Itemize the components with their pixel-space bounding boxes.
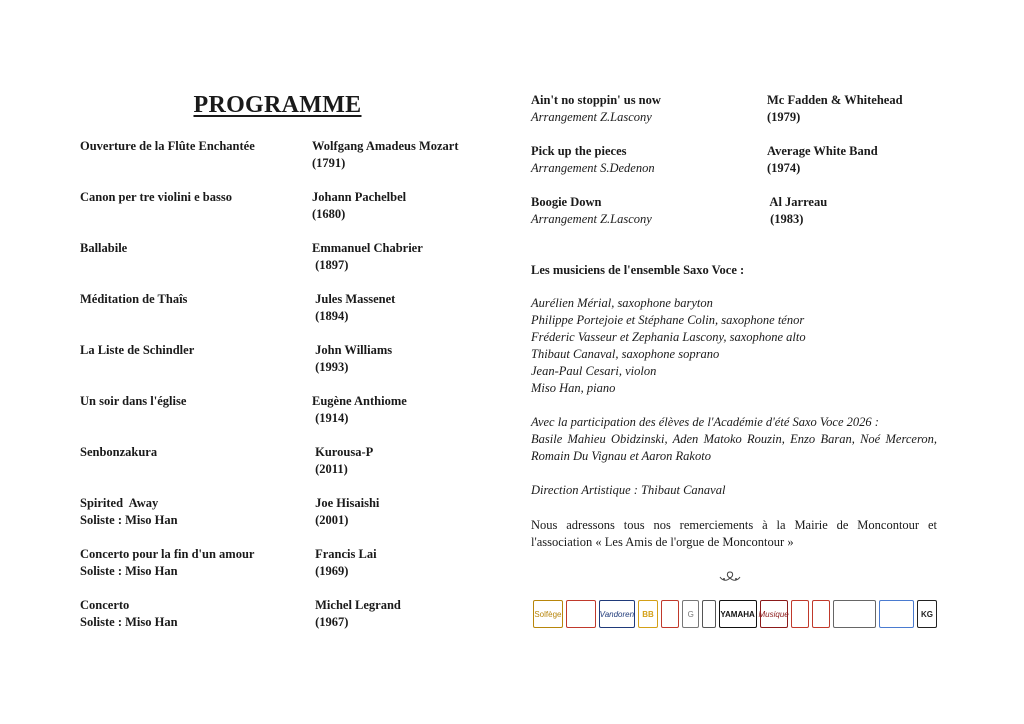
musicians-heading: Les musiciens de l'ensemble Saxo Voce : [531, 263, 745, 277]
sponsor-logo: Solfège [533, 600, 563, 628]
sponsor-logo: BB [638, 600, 658, 628]
sponsor-logo [661, 600, 679, 628]
composer: Al Jarreau (1983) [767, 195, 828, 226]
piece-title: Pick up the pieces Arrangement S.Dedenon [531, 144, 655, 175]
musician-line: Aurélien Mérial, saxophone baryton [531, 296, 713, 310]
sponsor-logo [812, 600, 830, 628]
piece-title: Canon per tre violini e basso [80, 190, 232, 204]
composer: Emmanuel Chabrier (1897) [312, 241, 423, 272]
thanks-paragraph [531, 517, 937, 551]
floral-ornament-icon [718, 570, 742, 584]
piece-title: Concerto pour la fin d'un amour Soliste : Miso Han [80, 547, 255, 578]
composer: Wolfgang Amadeus Mozart (1791) [312, 139, 459, 170]
composer: Michel Legrand (1967) [312, 598, 401, 629]
academy-paragraph [531, 414, 937, 465]
piece-title: Un soir dans l'église [80, 394, 187, 408]
sponsor-logo: Vandoren [599, 600, 635, 628]
sponsor-logo: KG [917, 600, 937, 628]
composer: Johann Pachelbel (1680) [312, 190, 407, 221]
academy-line: Basile Mahieu Obidzinski, Aden Matoko Rouzin, Enzo Baran, Noé Merceron, [531, 432, 937, 446]
sponsor-logo [879, 600, 914, 628]
musician-line: Jean-Paul Cesari, violon [531, 364, 657, 378]
piece-title: Concerto Soliste : Miso Han [80, 598, 178, 629]
academy-line: Avec la participation des élèves de l'Académie d'été Saxo Voce 2026 : [531, 415, 879, 429]
musician-line: Philippe Portejoie et Stéphane Colin, saxophone ténor [531, 313, 805, 327]
thanks-line: l'association « Les Amis de l'orgue de Moncontour » [531, 535, 794, 549]
sponsor-logo: G [682, 600, 699, 628]
composer: John Williams (1993) [312, 343, 393, 374]
page-title: PROGRAMME [193, 92, 362, 118]
academy-line: Romain Du Vignau et Aaron Rakoto [531, 449, 711, 463]
sponsor-logos [533, 598, 937, 630]
artistic-direction: Direction Artistique : Thibaut Canaval [531, 483, 726, 497]
musician-line: Thibaut Canaval, saxophone soprano [531, 347, 720, 361]
composer: Francis Lai (1969) [312, 547, 377, 578]
piece-title: Spirited Away Soliste : Miso Han [80, 496, 178, 527]
composer: Mc Fadden & Whitehead (1979) [767, 93, 903, 124]
musician-line: Fréderic Vasseur et Zephania Lascony, saxophone alto [531, 330, 806, 344]
composer: Kurousa-P (2011) [312, 445, 374, 476]
composer: Jules Massenet (1894) [312, 292, 396, 323]
composer: Eugène Anthiome (1914) [312, 394, 407, 425]
sponsor-logo [702, 600, 715, 628]
composer: Average White Band (1974) [767, 144, 878, 175]
piece-title: Ain't no stoppin' us now Arrangement Z.Lascony [531, 93, 661, 124]
piece-title: Méditation de Thaîs [80, 292, 188, 306]
musician-line: Miso Han, piano [531, 381, 616, 395]
piece-title: Ballabile [80, 241, 128, 255]
composer: Joe Hisaishi (2001) [312, 496, 380, 527]
piece-title: Boogie Down Arrangement Z.Lascony [531, 195, 652, 226]
sponsor-logo: Musique [760, 600, 788, 628]
musicians-list [531, 295, 806, 397]
piece-title: La Liste de Schindler [80, 343, 195, 357]
sponsor-logo: YAMAHA [719, 600, 757, 628]
thanks-line: Nous adressons tous nos remerciements à la Mairie de Moncontour et [531, 518, 937, 532]
piece-title: Ouverture de la Flûte Enchantée [80, 139, 255, 153]
piece-title: Senbonzakura [80, 445, 158, 459]
sponsor-logo [566, 600, 596, 628]
sponsor-logo [791, 600, 809, 628]
sponsor-logo [833, 600, 876, 628]
